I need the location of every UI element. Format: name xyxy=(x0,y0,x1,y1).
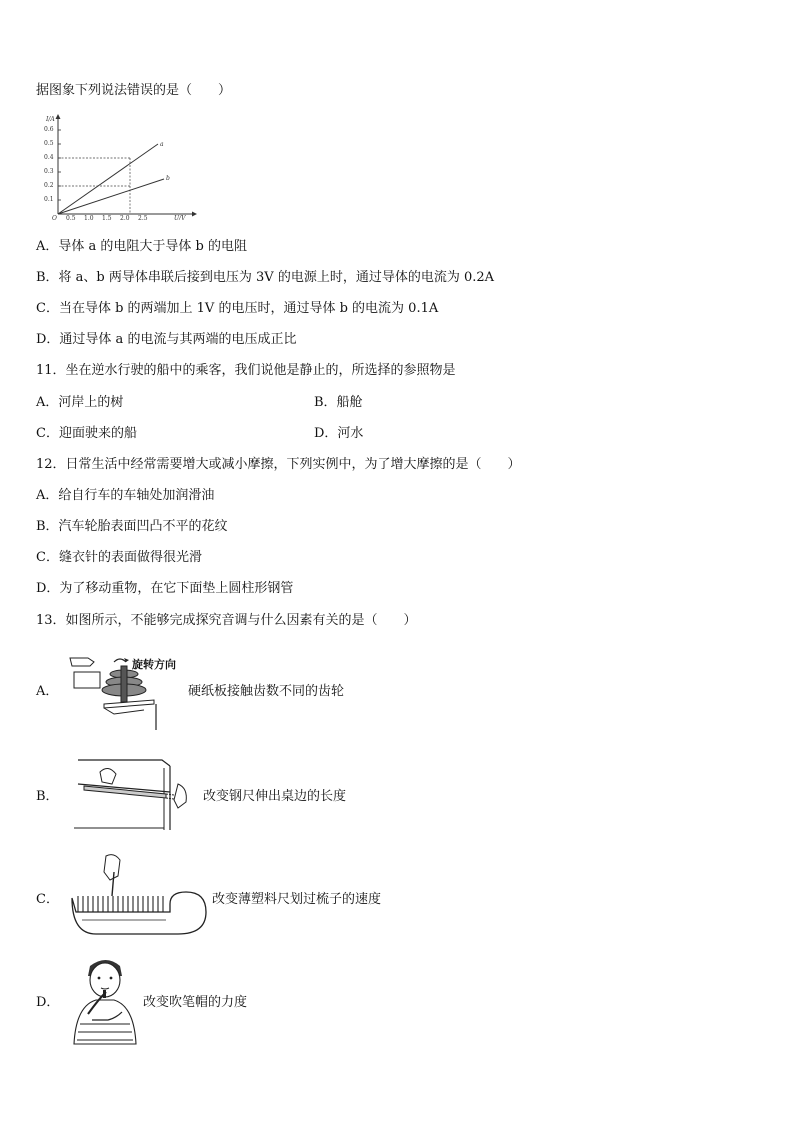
q11-stem: 11．坐在逆水行驶的船中的乘客，我们说他是静止的，所选择的参照物是 xyxy=(36,363,456,378)
gears-icon xyxy=(102,666,146,702)
q13-option-b-text: 改变钢尺伸出桌边的长度 xyxy=(203,789,347,804)
boy-icon xyxy=(74,960,136,1044)
hand-icon xyxy=(70,658,94,666)
q12-stem: 12．日常生活中经常需要增大或减小摩擦，下列实例中，为了增大摩擦的是（ ） xyxy=(36,457,521,472)
q12-option-a: A．给自行车的车轴处加润滑油 xyxy=(36,488,215,503)
q11-option-d: D．河水 xyxy=(314,426,364,441)
q13-option-d-text: 改变吹笔帽的力度 xyxy=(143,995,248,1010)
q12-option-c: C．缝衣针的表面做得很光滑 xyxy=(36,550,202,565)
line-a xyxy=(58,144,158,214)
q13-option-a-label: A． xyxy=(36,684,59,699)
x-axis-label: U/V xyxy=(174,215,186,220)
q11-option-c: C．迎面驶来的船 xyxy=(36,426,137,441)
gear-figure xyxy=(64,652,184,736)
hand-icon xyxy=(104,855,120,880)
pen-cap-icon xyxy=(103,990,106,998)
x-tick: 1.0 xyxy=(84,215,94,220)
q10-option-b: B．将 a、b 两导体串联后接到电压为 3V 的电源上时，通过导体的电流为 0.2A xyxy=(36,270,495,285)
line-b xyxy=(58,179,164,214)
stand-icon xyxy=(104,700,154,708)
q13-option-b-label: B． xyxy=(36,789,59,804)
y-tick: 0.1 xyxy=(44,196,54,203)
gear-illustration xyxy=(64,652,184,732)
right-hand-icon xyxy=(174,784,186,808)
ruler-figure xyxy=(70,756,200,836)
q10-option-c: C．当在导体 b 的两端加上 1V 的电压时，通过导体 b 的电流为 0.1A xyxy=(36,301,439,316)
y-axis-label: I/A xyxy=(46,116,55,123)
comb-icon xyxy=(72,892,206,934)
q11-option-b: B．船舱 xyxy=(314,395,363,410)
line-a-label: a xyxy=(160,141,164,148)
q13-option-a-text: 硬纸板接触齿数不同的齿轮 xyxy=(188,684,345,699)
steel-ruler-icon xyxy=(84,786,182,800)
iu-graph-svg xyxy=(40,112,200,220)
y-tick: 0.2 xyxy=(44,182,54,189)
q13-option-c-label: C． xyxy=(36,892,59,907)
q12-option-d: D．为了移动重物，在它下面垫上圆柱形钢管 xyxy=(36,581,294,596)
q11-option-a: A．河岸上的树 xyxy=(36,395,124,410)
rotation-direction-caption: 旋转方向 xyxy=(132,658,176,671)
y-tick: 0.4 xyxy=(44,154,54,161)
comb-figure xyxy=(66,852,212,946)
q10-option-d: D．通过导体 a 的电流与其两端的电压成正比 xyxy=(36,332,297,347)
comb-illustration xyxy=(66,852,212,942)
table-edge-icon xyxy=(78,760,170,766)
rotation-arrow-icon xyxy=(114,659,126,662)
person-illustration xyxy=(66,954,144,1048)
x-tick: 0.5 xyxy=(66,215,76,220)
line-b-label: b xyxy=(166,175,170,182)
y-tick: 0.5 xyxy=(44,140,54,147)
x-axis-arrow xyxy=(192,212,197,217)
x-tick: 2.5 xyxy=(138,215,148,220)
ruler-illustration xyxy=(70,756,200,832)
q13-stem: 13．如图所示，不能够完成探究音调与什么因素有关的是（ ） xyxy=(36,613,417,628)
origin-label: O xyxy=(52,215,57,220)
x-tick: 1.5 xyxy=(102,215,112,220)
y-axis-arrow xyxy=(56,114,61,119)
x-tick: 2.0 xyxy=(120,215,130,220)
left-hand-icon xyxy=(100,768,116,784)
q13-option-d-label: D． xyxy=(36,995,60,1010)
q13-option-c-text: 改变薄塑料尺划过梳子的速度 xyxy=(212,892,382,907)
person-figure xyxy=(66,954,144,1052)
cardboard-icon xyxy=(74,672,100,688)
q10-option-a: A．导体 a 的电阻大于导体 b 的电阻 xyxy=(36,239,247,254)
iu-graph xyxy=(40,112,200,224)
q10-stem: 据图象下列说法错误的是（ ） xyxy=(36,83,232,98)
y-tick: 0.3 xyxy=(44,168,54,175)
q12-option-b: B．汽车轮胎表面凹凸不平的花纹 xyxy=(36,519,228,534)
y-tick: 0.6 xyxy=(44,126,54,133)
guide-lines xyxy=(58,158,130,214)
